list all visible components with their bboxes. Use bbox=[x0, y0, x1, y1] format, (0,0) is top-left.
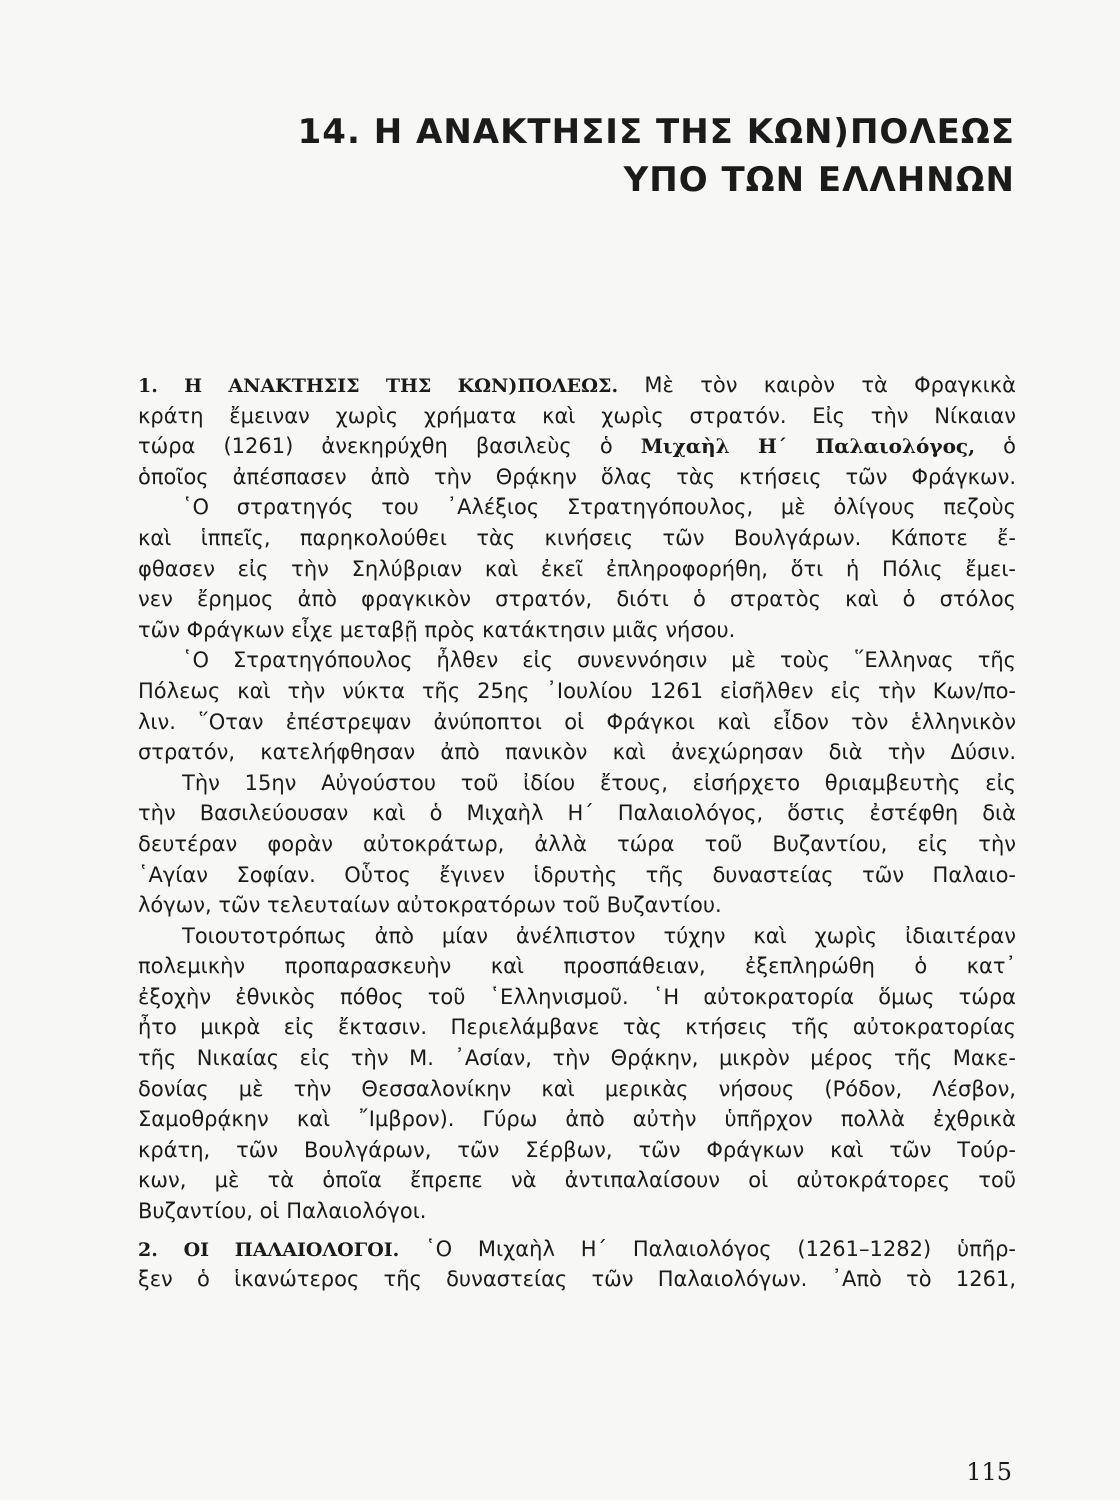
text-line: δονίας μὲ τὴν Θεσσαλονίκην καὶ μερικὰς νήσους (Ρόδον, Λέσβον, bbox=[138, 1076, 1016, 1101]
text-line: ῾Αγίαν Σοφίαν. Οὗτος ἔγινεν ἱδρυτὴς τῆς δυναστείας τῶν Παλαιο- bbox=[138, 862, 1016, 887]
text-line: Πόλεως καὶ τὴν νύκτα τῆς 25ης ᾿Ιουλίου 1261 εἰσῆλθεν εἰς τὴν Κων/πο- bbox=[138, 678, 1016, 703]
text-line: δευτέραν φορὰν αὐτοκράτωρ, ἀλλὰ τώρα τοῦ Βυζαντίου, εἰς τὴν bbox=[138, 831, 1016, 856]
text-line: νεν ἔρημος ἀπὸ φραγκικὸν στρατόν, διότι ὁ στρατὸς καὶ ὁ στόλος bbox=[138, 587, 1016, 612]
text-line: Τὴν 15ην Αὐγούστου τοῦ ἰδίου ἔτους, εἰσήρχετο θριαμβευτὴς εἰς bbox=[182, 770, 1016, 795]
chapter-title-line-2: ΥΠΟ ΤΩΝ ΕΛΛΗΝΩΝ bbox=[623, 160, 1015, 200]
text-line: 2. ΟΙ ΠΑΛΑΙΟΛΟΓΟΙ. ῾Ο Μιχαὴλ Η΄ Παλαιολόγος (1261–1282) ὑπῆρ- bbox=[138, 1236, 1016, 1261]
text-line: ἐξοχὴν ἐθνικὸς πόθος τοῦ ῾Ελληνισμοῦ. ῾Η αὐτοκρατορία ὅμως τώρα bbox=[138, 984, 1016, 1009]
text-line: Βυζαντίου, οἱ Παλαιολόγοι. bbox=[138, 1199, 427, 1224]
section-heading: 2. ΟΙ ΠΑΛΑΙΟΛΟΓΟΙ. bbox=[138, 1238, 400, 1261]
page-number: 115 bbox=[966, 1458, 1012, 1486]
chapter-title bbox=[298, 108, 1015, 204]
text-line: τώρα (1261) ἀνεκηρύχθη βασιλεὺς ὁ Μιχαὴλ Η΄ Παλαιολόγος, ὁ bbox=[138, 434, 1017, 459]
body-text bbox=[138, 370, 1016, 1295]
text-line: πολεμικὴν προπαρασκευὴν καὶ προσπάθειαν, ἐξεπληρώθη ὁ κατ᾿ bbox=[138, 954, 1016, 979]
text-line: Σαμοθρᾴκην καὶ ῎Ιμβρον). Γύρω ἀπὸ αὐτὴν ὑπῆρχον πολλὰ ἐχθρικὰ bbox=[138, 1107, 1016, 1132]
text-line: λιν. ῞Οταν ἐπέστρεψαν ἀνύποπτοι οἱ Φράγκοι καὶ εἶδον τὸν ἑλληνικὸν bbox=[138, 709, 1016, 734]
text-line: τὴν Βασιλεύουσαν καὶ ὁ Μιχαὴλ Η΄ Παλαιολόγος, ὅστις ἐστέφθη διὰ bbox=[138, 801, 1016, 826]
text-line: λόγων, τῶν τελευταίων αὐτοκρατόρων τοῦ Βυζαντίου. bbox=[138, 893, 722, 918]
text-line: φθασεν εἰς τὴν Σηλύβριαν καὶ ἐκεῖ ἐπληροφορήθη, ὅτι ἡ Πόλις ἔμει- bbox=[138, 556, 1016, 581]
text-line: ῾Ο στρατηγός του ᾿Αλέξιος Στρατηγόπουλος, μὲ ὀλίγους πεζοὺς bbox=[182, 495, 1016, 520]
chapter-title-line-1: 14. Η ΑΝΑΚΤΗΣΙΣ ΤΗΣ ΚΩΝ)ΠΟΛΕΩΣ bbox=[297, 112, 1015, 152]
text-line: τῆς Νικαίας εἰς τὴν Μ. ᾿Ασίαν, τὴν Θρᾴκην, μικρὸν μέρος τῆς Μακε- bbox=[138, 1046, 1016, 1071]
text-line: 1. Η ΑΝΑΚΤΗΣΙΣ ΤΗΣ ΚΩΝ)ΠΟΛΕΩΣ. Μὲ τὸν καιρὸν τὰ Φραγκικὰ bbox=[138, 373, 1016, 397]
text-line: τῶν Φράγκων εἶχε μεταβῇ πρὸς κατάκτησιν μιᾶς νήσου. bbox=[138, 617, 736, 642]
text-line: ξεν ὁ ἱκανώτερος τῆς δυναστείας τῶν Παλαιολόγων. ᾿Απὸ τὸ 1261, bbox=[138, 1267, 1016, 1292]
text-line: Τοιουτοτρόπως ἀπὸ μίαν ἀνέλπιστον τύχην καὶ χωρὶς ἰδιαιτέραν bbox=[182, 923, 1016, 948]
text-line: ὁποῖος ἀπέσπασεν ἀπὸ τὴν Θρᾴκην ὅλας τὰς κτήσεις τῶν Φράγκων. bbox=[138, 464, 1016, 489]
text-line: κράτη, τῶν Βουλγάρων, τῶν Σέρβων, τῶν Φράγκων καὶ τῶν Τούρ- bbox=[138, 1137, 1016, 1162]
emphasized-name: Μιχαὴλ Η΄ Παλαιολόγος, bbox=[640, 434, 976, 459]
text-line: στρατόν, κατελήφθησαν ἀπὸ πανικὸν καὶ ἀνεχώρησαν διὰ τὴν Δύσιν. bbox=[138, 740, 1016, 765]
text-line: ἦτο μικρὰ εἰς ἔκτασιν. Περιελάμβανε τὰς κτήσεις τῆς αὐτοκρατορίας bbox=[138, 1015, 1016, 1040]
text-line: καὶ ἱππεῖς, παρηκολούθει τὰς κινήσεις τῶν Βουλγάρων. Κάποτε ἔ- bbox=[138, 525, 1016, 550]
text-line: ῾Ο Στρατηγόπουλος ἦλθεν εἰς συνεννόησιν μὲ τοὺς ῞Ελληνας τῆς bbox=[182, 648, 1016, 673]
text-line: κων, μὲ τὰ ὁποῖα ἔπρεπε νὰ ἀντιπαλαίσουν οἱ αὐτοκράτορες τοῦ bbox=[138, 1168, 1016, 1193]
text-line: κράτη ἔμειναν χωρὶς χρήματα καὶ χωρὶς στρατόν. Εἰς τὴν Νίκαιαν bbox=[138, 403, 1016, 428]
section-heading: 1. Η ΑΝΑΚΤΗΣΙΣ ΤΗΣ ΚΩΝ)ΠΟΛΕΩΣ. bbox=[138, 375, 619, 397]
